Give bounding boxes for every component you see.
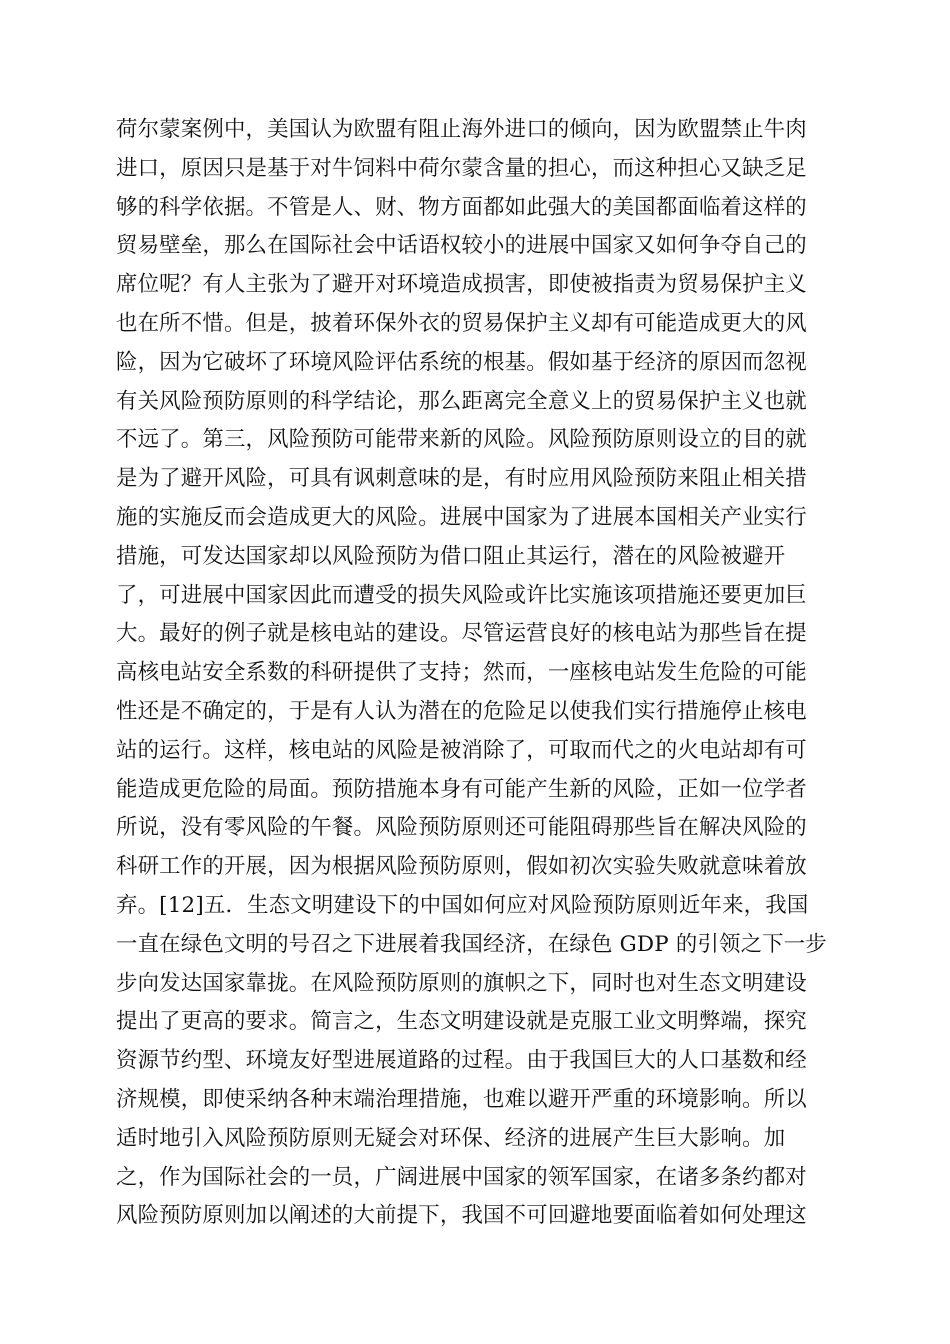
text-line: 步向发达国家靠拢。在风险预防原则的旗帜之下，同时也对生态文明建设 [116,970,807,996]
text-line: 荷尔蒙案例中，美国认为欧盟有阻止海外进口的倾向，因为欧盟禁止牛肉 [116,117,807,142]
text-line: 是为了避开风险，可具有讽刺意味的是，有时应用风险预防来阻止相关措 [116,466,807,492]
text-line: 席位呢？有人主张为了避开对环境造成损害，即使被指责为贸易保护主义 [116,272,807,298]
text-line: 适时地引入风险预防原则无疑会对环保、经济的进展产生巨大影响。加 [116,1125,786,1151]
text-line: 施的实施反而会造成更大的风险。进展中国家为了进展本国相关产业实行 [116,504,807,530]
text-line: 有关风险预防原则的科学结论，那么距离完全意义上的贸易保护主义也就 [116,388,807,414]
text-line: 险，因为它破坏了环境风险评估系统的根基。假如基于经济的原因而忽视 [116,349,807,375]
text-line: 措施，可发达国家却以风险预防为借口阻止其运行，潜在的风险被避开 [116,543,786,569]
text-line: 济规模，即使采纳各种末端治理措施，也难以避开严重的环境影响。所以 [116,1086,807,1112]
text-line: 站的运行。这样，核电站的风险是被消除了，可取而代之的火电站却有可 [116,737,807,763]
text-line: 不远了。第三，风险预防可能带来新的风险。风险预防原则设立的目的就 [116,427,807,453]
text-line: 所说，没有零风险的午餐。风险预防原则还可能阻碍那些旨在解决风险的 [116,815,807,841]
text-line: 大。最好的例子就是核电站的建设。尽管运营良好的核电站为那些旨在提 [116,621,807,647]
text-line: 也在所不惜。但是，披着环保外衣的贸易保护主义却有可能造成更大的风 [116,310,807,336]
text-line: 之，作为国际社会的一员，广阔进展中国家的领军国家，在诸多条约都对 [116,1164,807,1190]
text-line: 性还是不确定的，于是有人认为潜在的危险足以使我们实行措施停止核电 [116,698,807,724]
text-line: 资源节约型、环境友好型进展道路的过程。由于我国巨大的人口基数和经 [116,1048,807,1074]
text-line: 能造成更危险的局面。预防措施本身有可能产生新的风险，正如一位学者 [116,776,807,802]
text-line: 一直在绿色文明的号召之下进展着我国经济，在绿色 GDP 的引领之下一步 [116,931,827,957]
body-text [116,111,836,1236]
text-line: 进口，原因只是基于对牛饲料中荷尔蒙含量的担心，而这种担心又缺乏足 [116,155,807,181]
text-line: 提出了更高的要求。简言之，生态文明建设就是克服工业文明弊端，探究 [116,1009,807,1035]
text-line: 贸易壁垒，那么在国际社会中话语权较小的进展中国家又如何争夺自己的 [116,233,807,259]
text-line: 了，可进展中国家因此而遭受的损失风险或许比实施该项措施还要更加巨 [116,582,807,608]
text-line: 弃。[12]五．生态文明建设下的中国如何应对风险预防原则近年来，我国 [116,892,809,918]
text-line: 风险预防原则加以阐述的大前提下，我国不可回避地要面临着如何处理这 [116,1203,807,1229]
text-line: 科研工作的开展，因为根据风险预防原则，假如初次实验失败就意味着放 [116,854,807,880]
text-line: 够的科学依据。不管是人、财、物方面都如此强大的美国都面临着这样的 [116,194,807,220]
text-line: 高核电站安全系数的科研提供了支持；然而，一座核电站发生危险的可能 [116,660,807,686]
